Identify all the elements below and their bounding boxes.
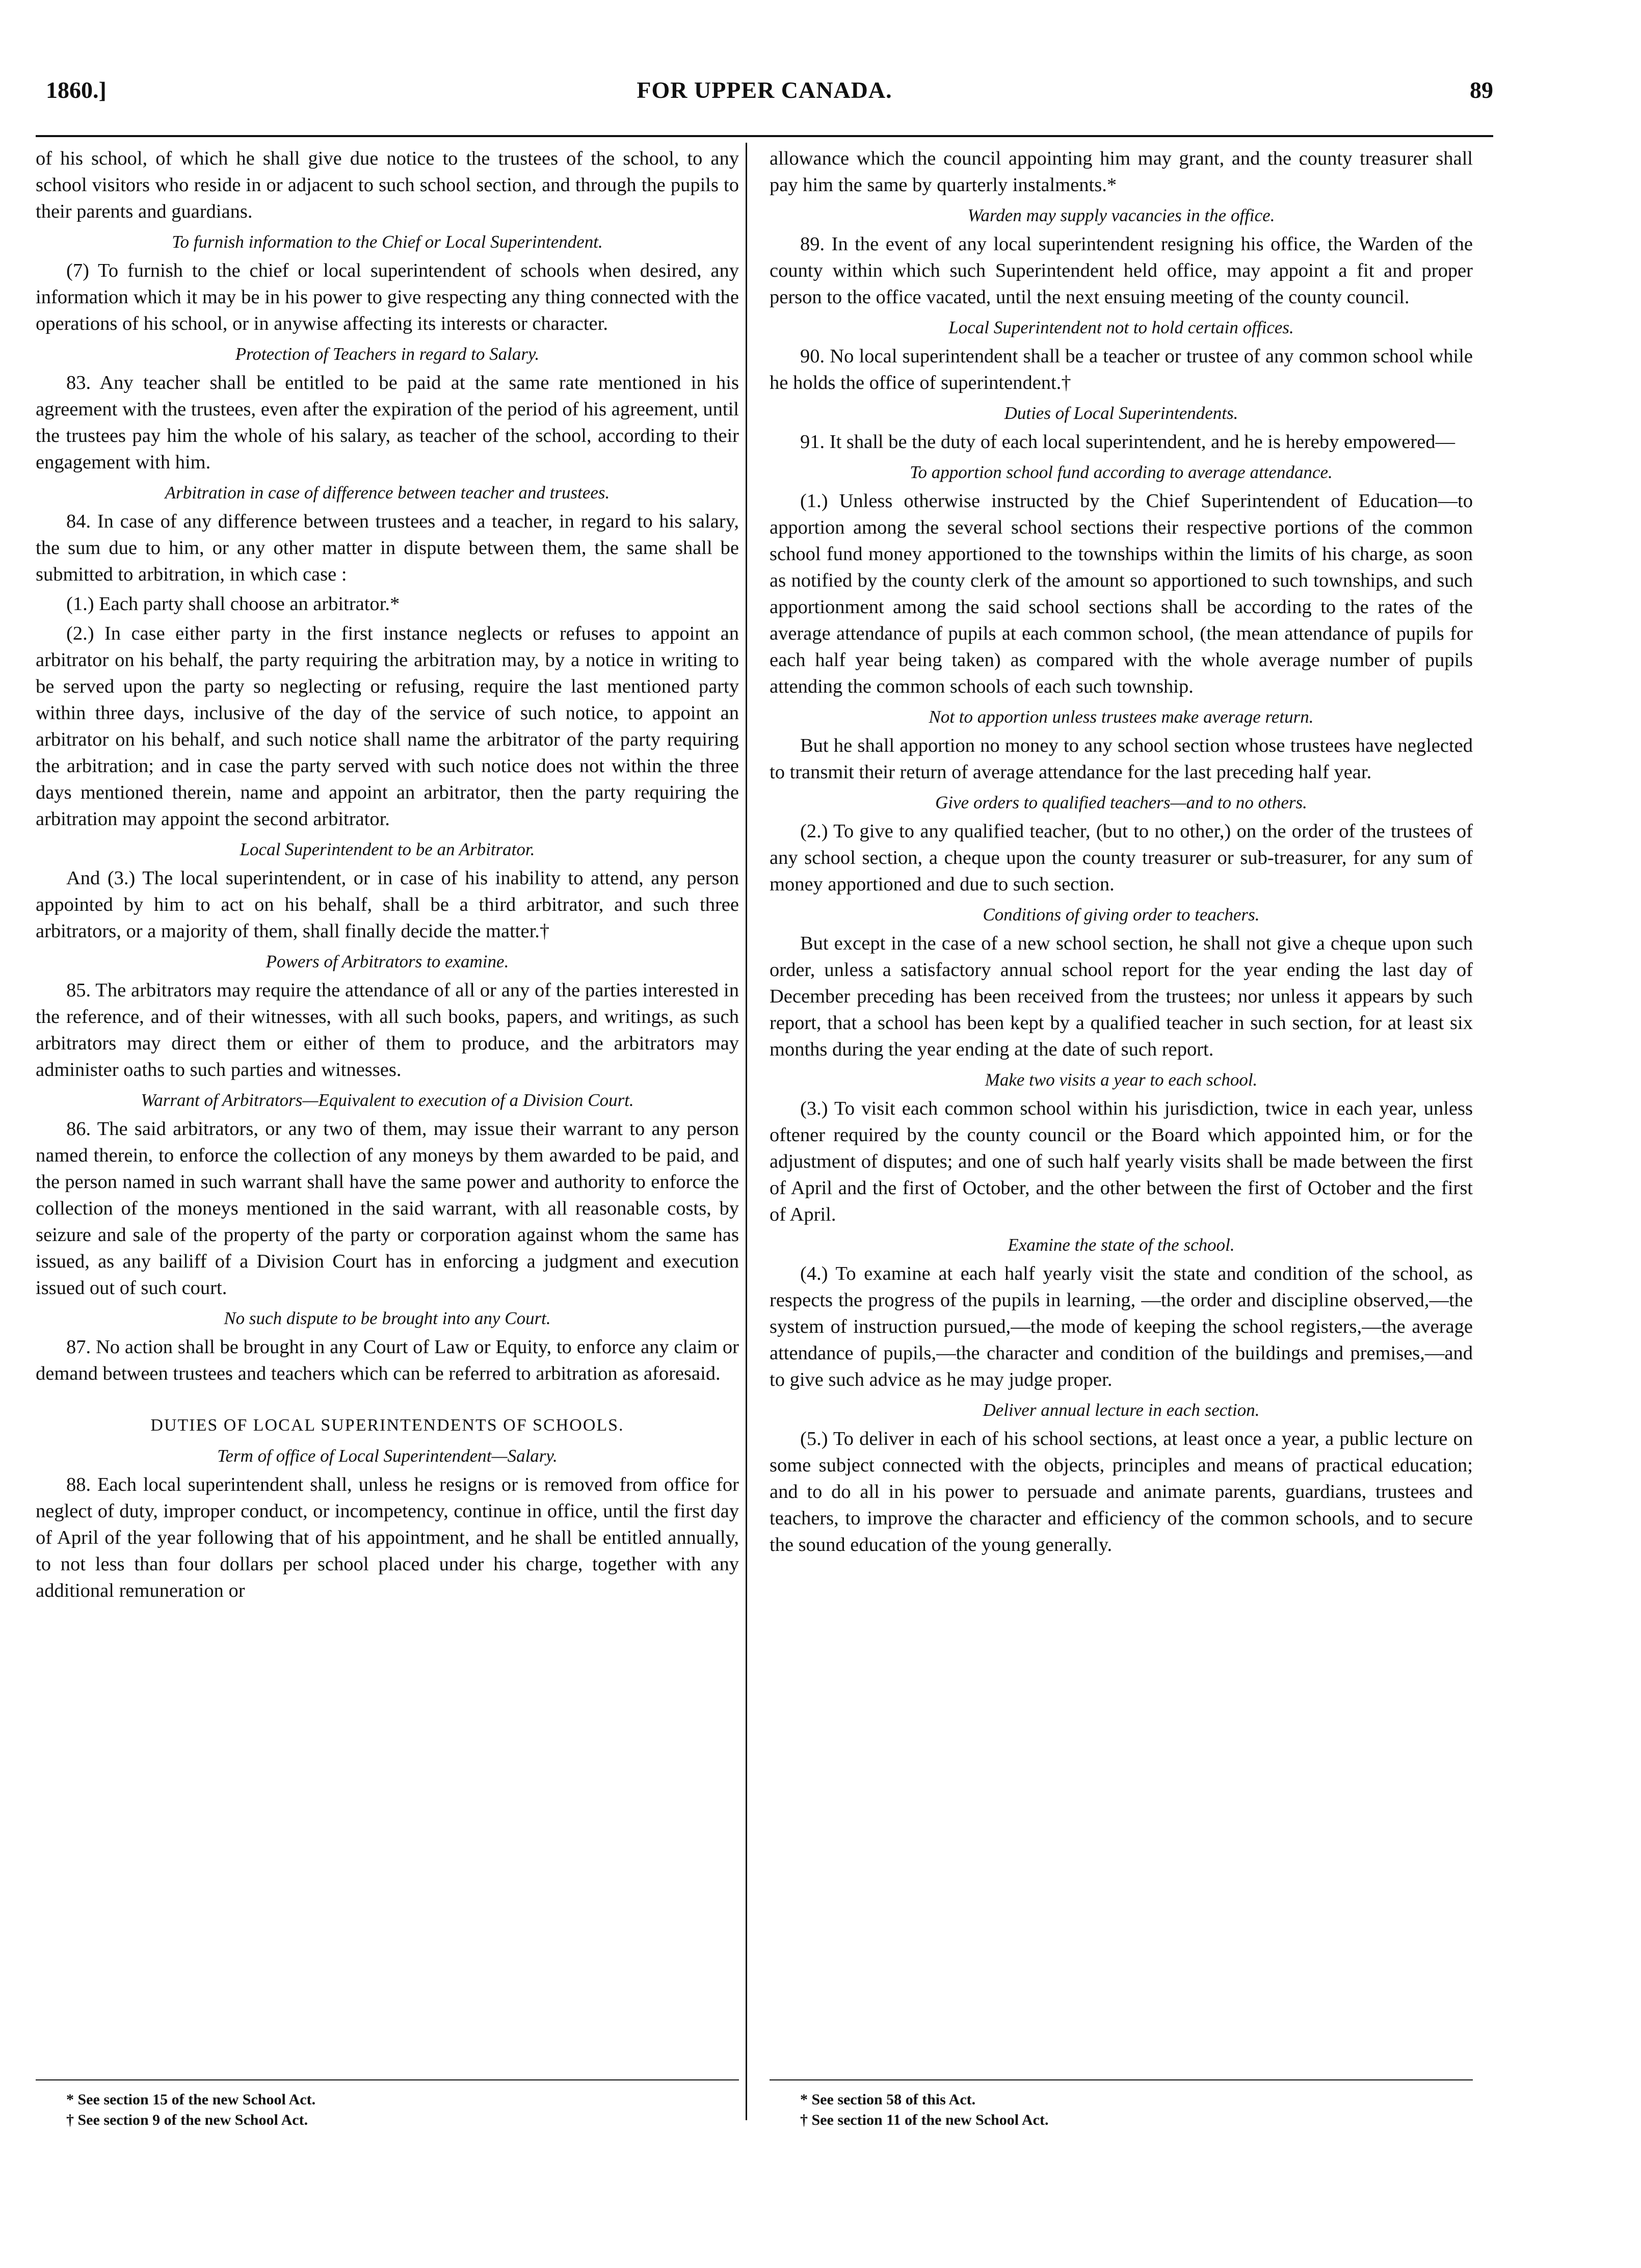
paragraph: (7) To furnish to the chief or local superintendent of schools when desired, any information which it may be in his power to give respecting any thing connected with the operations of his school, or in anywise affecting its interests or character. <box>36 260 739 334</box>
marginal-heading: Duties of Local Superintendents. <box>1004 403 1238 423</box>
marginal-heading: Not to apportion unless trustees make average return. <box>929 707 1314 727</box>
paragraph: (1.) Unless otherwise instructed by the Chief Superintendent of Education—to apportion among the several school sections their respective portions of the common school fund money apportioned to the townships within the limits of his charge, as soon as notified by the county clerk of the amount so apportioned to such townships, and such apportionment among the said school sections shall be according to the rates of the average attendance of pupils at each common school, (the mean attendance of pupils for each half year being taken) as compared with the whole average number of pupils attending the common schools of each such township. <box>770 490 1473 697</box>
marginal-heading: Warden may supply vacancies in the office. <box>967 205 1275 225</box>
paragraph: But he shall apportion no money to any school section whose trustees have neglected to transmit their return of average attendance for the last preceding half year. <box>770 735 1473 783</box>
marginal-heading: Powers of Arbitrators to examine. <box>266 952 509 971</box>
right-column <box>770 145 1473 1561</box>
column-divider <box>746 143 747 2120</box>
marginal-heading: To furnish information to the Chief or Local Superintendent. <box>172 232 603 252</box>
marginal-heading: Make two visits a year to each school. <box>985 1070 1258 1090</box>
paragraph: 89. In the event of any local superintendent resigning his office, the Warden of the county within which such Superintendent held office, may appoint a fit and proper person to the office vacated, until the next ensuing meeting of the county council. <box>770 233 1473 308</box>
paragraph-continuation: of his school, of which he shall give due notice to the trustees of the school, to any school visitors who reside in or adjacent to such school section, and through the pupils to their parents and guardians. <box>36 148 739 222</box>
footnote-rule-left <box>36 2079 739 2080</box>
paragraph: (4.) To examine at each half yearly visit the state and condition of the school, as respects the progress of the pupils in learning, —the order and discipline observed,—the system of instruction pursued,—the mode of keeping the school registers,—the average attendance of pupils,—the character and condition of the buildings and premises,—and to give such advice as he may judge proper. <box>770 1263 1473 1390</box>
paragraph: (2.) In case either party in the first instance neglects or refuses to appoint an arbitrator on his behalf, the party requiring the arbitration may, by a notice in writing to be served upon the party so neglecting or refusing, require the last mentioned party within three days, inclusive of the day of the service of such notice, to appoint an arbitrator on his behalf, and such notice shall name the arbitrator of the party requiring the arbitration; and in case the party served with such notice does not within the three days mentioned therein, name and appoint an arbitrator, then the party requiring the arbitration may appoint the second arbitrator. <box>36 623 739 830</box>
marginal-heading: Examine the state of the school. <box>1008 1235 1235 1255</box>
marginal-heading: Give orders to qualified teachers—and to no others. <box>935 793 1307 812</box>
footnotes-right <box>800 2090 1412 2130</box>
marginal-heading: Local Superintendent not to hold certain offices. <box>948 318 1294 337</box>
marginal-heading: Arbitration in case of difference between teacher and trustees. <box>165 483 610 503</box>
paragraph: 85. The arbitrators may require the attendance of all or any of the parties interested in the reference, and of their witnesses, with all such books, papers, and writings, as such arbitrators may direct them or either of them to produce, and the arbitrators may administer oaths to such parties and witnesses. <box>36 980 739 1080</box>
paragraph: (2.) To give to any qualified teacher, (but to no other,) on the order of the trustees of any school section, a cheque upon the county treasurer or sub-treasurer, for any sum of money apportioned and due to such section. <box>770 821 1473 895</box>
paragraph: 88. Each local superintendent shall, unless he resigns or is removed from office for neglect of duty, improper conduct, or incompetency, continue in office, until the first day of April of the year following that of his appointment, and he shall be entitled annually, to not less than four dollars per school placed under his charge, together with any additional remuneration or <box>36 1474 739 1601</box>
page-number: 89 <box>1470 77 1493 103</box>
footnote-rule-right <box>770 2079 1473 2080</box>
paragraph: 83. Any teacher shall be entitled to be paid at the same rate mentioned in his agreement with the trustees, even after the expiration of the period of his agreement, until the trustees pay him the whole of his salary, as teacher of the school, according to their engagement with him. <box>36 372 739 473</box>
marginal-heading: Protection of Teachers in regard to Salary. <box>235 344 540 364</box>
left-column <box>36 145 739 1607</box>
header-year: 1860.] <box>46 77 107 103</box>
paragraph: 86. The said arbitrators, or any two of them, may issue their warrant to any person named therein, to enforce the collection of any moneys by them awarded to be paid, and the person named in such warrant shall have the same power and authority to enforce the collection of the moneys mentioned in the said warrant, with all reasonable costs, by seizure and sale of the property of the party or corporation against whom the same has issued, as any bailiff of a Division Court has in enforcing a judgment and execution issued out of such court. <box>36 1118 739 1299</box>
running-header <box>36 76 1493 112</box>
paragraph: (5.) To deliver in each of his school sections, at least once a year, a public lecture on some subject connected with the objects, principles and means of practical education; and to do all in his power to persuade and animate parents, guardians, trustees and teachers, to improve the character and efficiency of the common schools, and to secure the sound education of the young generally. <box>770 1428 1473 1555</box>
footnote: * See section 15 of the new School Act. <box>66 2091 316 2108</box>
paragraph: And (3.) The local superintendent, or in case of his inability to attend, any person appointed by him to act on his behalf, shall be a third arbitrator, and such three arbitrators, or a majority of them, shall finally decide the matter.† <box>36 867 739 942</box>
header-rule <box>36 135 1493 137</box>
section-heading: DUTIES OF LOCAL SUPERINTENDENTS OF SCHOOLS. <box>150 1416 624 1435</box>
footnote: † See section 11 of the new School Act. <box>800 2112 1049 2128</box>
paragraph: 90. No local superintendent shall be a teacher or trustee of any common school while he holds the office of superintendent.† <box>770 346 1473 393</box>
marginal-heading: Conditions of giving order to teachers. <box>983 905 1260 925</box>
marginal-heading: To apportion school fund according to average attendance. <box>910 462 1333 482</box>
marginal-heading: Term of office of Local Superintendent—Salary. <box>217 1446 558 1466</box>
paragraph: (3.) To visit each common school within his jurisdiction, twice in each year, unless oftener required by the county council or the Board which appointed him, or for the adjustment of disputes; and one of such half yearly visits shall be made between the first of April and the first of October, and the other between the first of October and the first of April. <box>770 1098 1473 1225</box>
paragraph: 91. It shall be the duty of each local superintendent, and he is hereby empowered— <box>800 431 1455 453</box>
paragraph-continuation: allowance which the council appointing him may grant, and the county treasurer shall pay him the same by quarterly instalments.* <box>770 148 1473 196</box>
marginal-heading: Deliver annual lecture in each section. <box>983 1400 1260 1420</box>
marginal-heading: Local Superintendent to be an Arbitrator. <box>240 839 535 859</box>
paragraph: 84. In case of any difference between trustees and a teacher, in regard to his salary, the sum due to him, or any other matter in dispute between them, the same shall be submitted to arbitration, in which case : <box>36 511 739 585</box>
header-title: FOR UPPER CANADA. <box>637 77 892 103</box>
paragraph: (1.) Each party shall choose an arbitrator.* <box>66 593 400 615</box>
footnotes-left <box>66 2090 678 2130</box>
paragraph: 87. No action shall be brought in any Court of Law or Equity, to enforce any claim or demand between trustees and teachers which can be referred to arbitration as aforesaid. <box>36 1336 739 1384</box>
footnote: † See section 9 of the new School Act. <box>66 2112 308 2128</box>
paragraph: But except in the case of a new school section, he shall not give a cheque upon such order, unless a satisfactory annual school report for the year ending the last day of December preceding has been received from the trustees; nor unless it appears by such report, that a school has been kept by a qualified teacher in such section, for at least six months during the year ending at the date of such report. <box>770 933 1473 1060</box>
footnote: * See section 58 of this Act. <box>800 2091 976 2108</box>
marginal-heading: Warrant of Arbitrators—Equivalent to execution of a Division Court. <box>141 1090 634 1110</box>
marginal-heading: No such dispute to be brought into any Court. <box>224 1308 551 1328</box>
